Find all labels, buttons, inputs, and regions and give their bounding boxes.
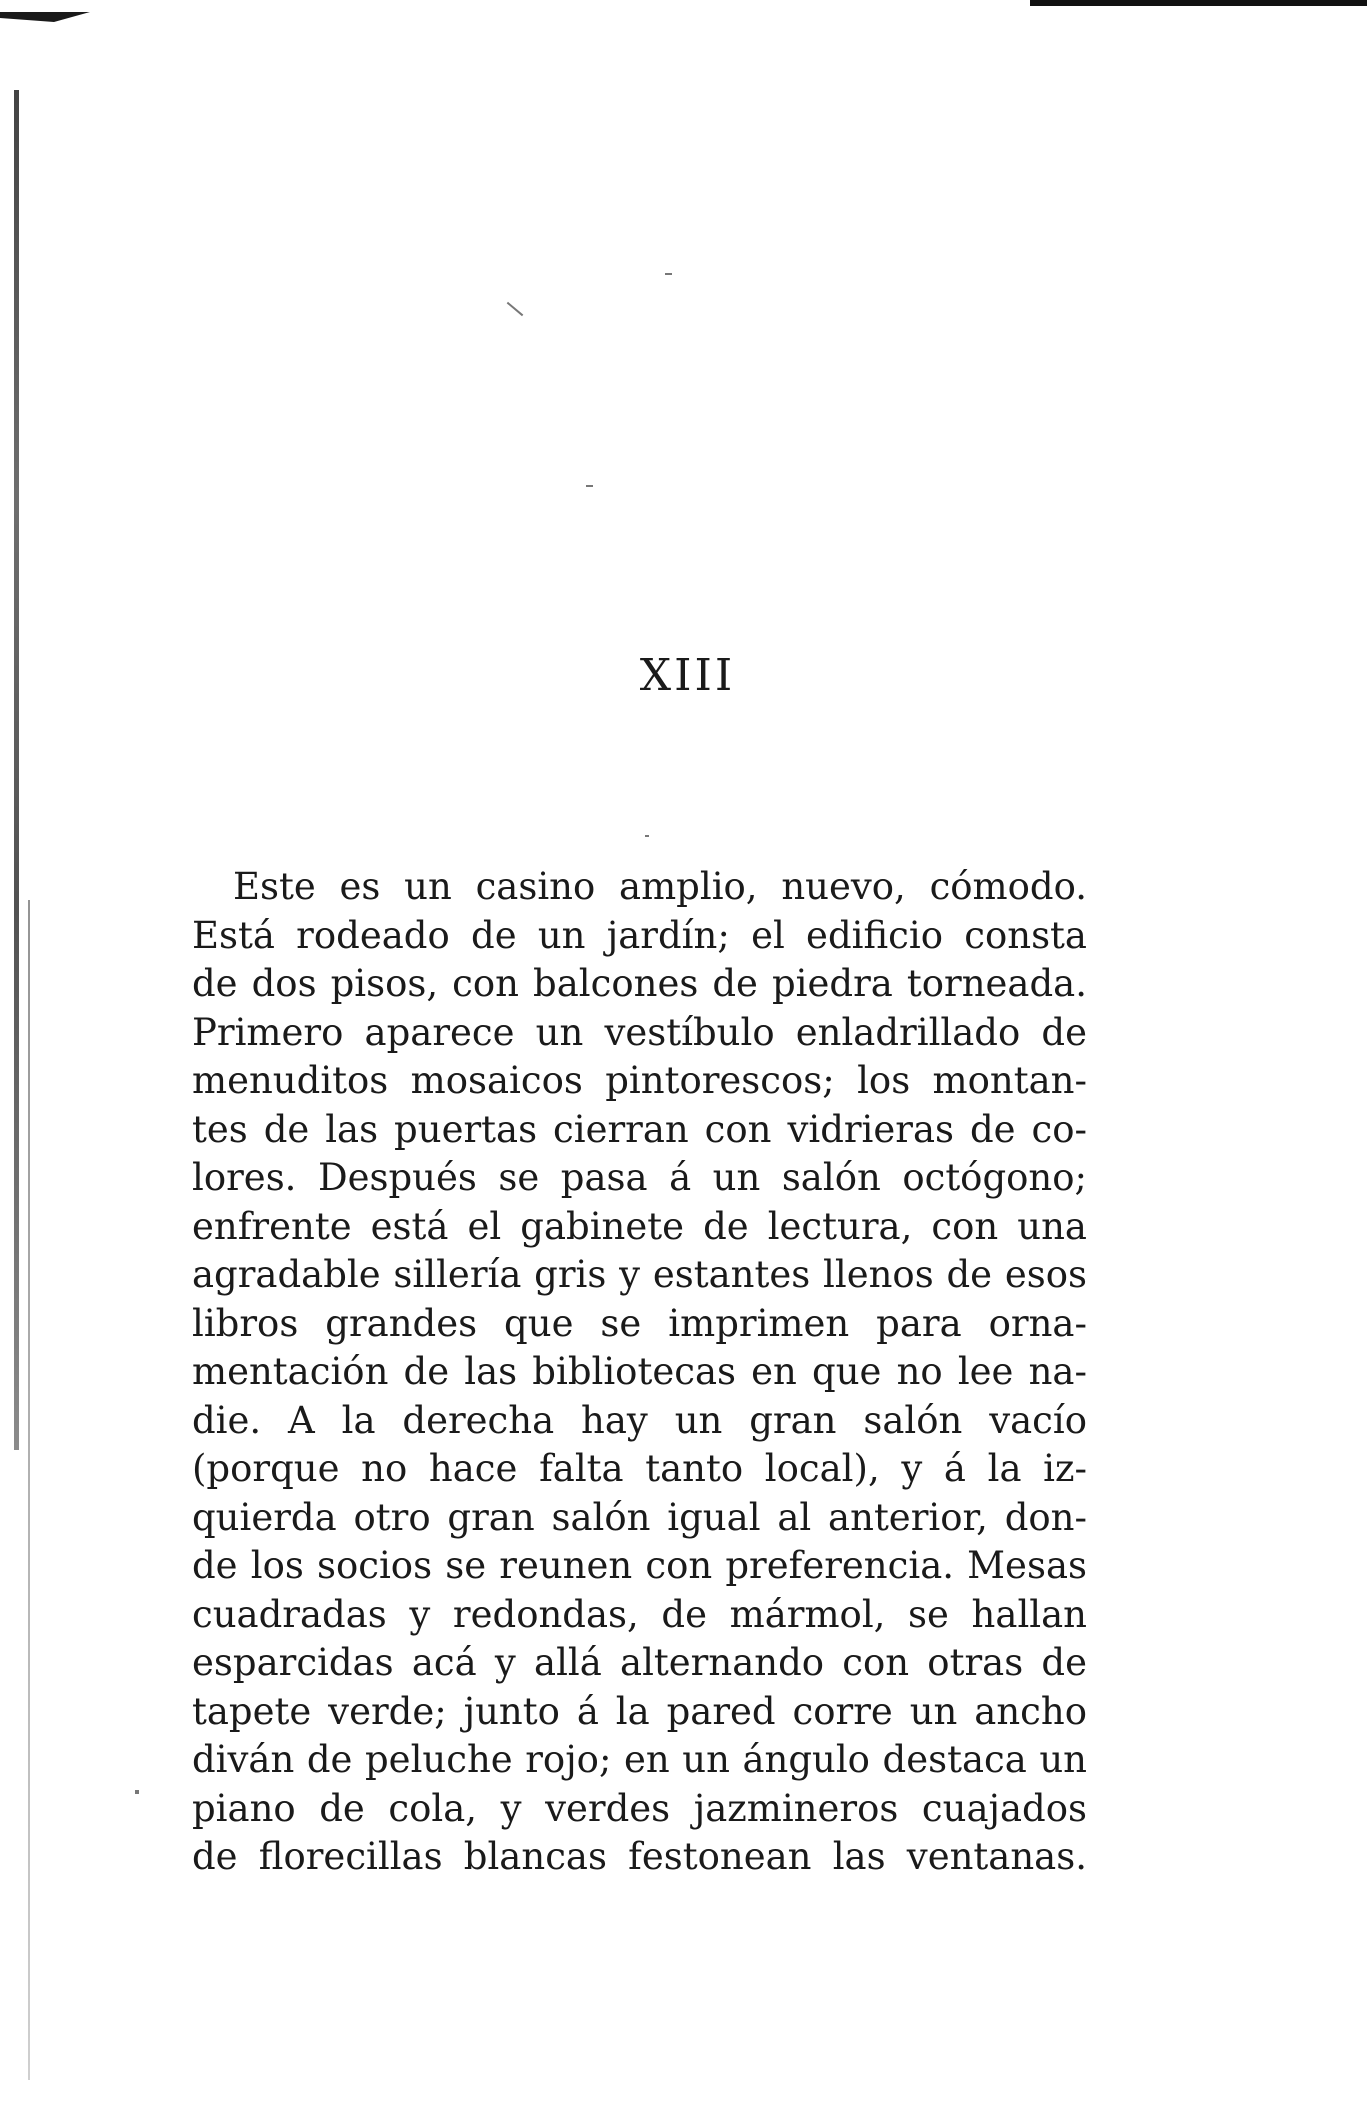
- text-line: lores. Después se pasa á un salón octógono;: [192, 1156, 1087, 1199]
- text-line: enfrente está el gabinete de lectura, con una: [192, 1204, 1087, 1248]
- text-line: die. A la derecha hay un gran salón vacío: [192, 1398, 1087, 1442]
- text-line: cuadradas y redondas, de mármol, se hallan: [192, 1592, 1087, 1636]
- scan-binding-edge-lower: [28, 900, 30, 2080]
- text-line: mentación de las bibliotecas en que no lee na-: [192, 1350, 1087, 1393]
- scan-speck: [507, 302, 524, 316]
- text-line: diván de peluche rojo; en un ángulo destaca un: [192, 1738, 1087, 1781]
- text-line: Está rodeado de un jardín; el edificio consta: [192, 913, 1087, 957]
- text-line: quierda otro gran salón igual al anterior, don-: [192, 1495, 1087, 1539]
- text-line: de florecillas blancas festonean las ventanas.: [192, 1835, 1087, 1878]
- text-line: menuditos mosaicos pintorescos; los montan-: [192, 1059, 1087, 1102]
- text-line: Primero aparece un vestíbulo enladrillado de: [192, 1010, 1087, 1054]
- text-line: libros grandes que se imprimen para orna-: [192, 1301, 1087, 1345]
- scan-speck: [665, 273, 672, 275]
- text-line: (porque no hace falta tanto local), y á la iz-: [192, 1447, 1087, 1490]
- text-line: Este es un casino amplio, nuevo, cómodo.: [233, 865, 1087, 908]
- text-line: tes de las puertas cierran con vidrieras de co-: [192, 1107, 1087, 1151]
- text-line: de los socios se reunen con preferencia. Mesas: [192, 1544, 1087, 1587]
- text-line: tapete verde; junto á la pared corre un ancho: [192, 1689, 1087, 1733]
- text-line: esparcidas acá y allá alternando con otras de: [192, 1641, 1087, 1684]
- scan-artifact-top-left: [0, 12, 90, 22]
- text-line: piano de cola, y verdes jazmineros cuajados: [192, 1786, 1087, 1830]
- chapter-numeral: XIII: [639, 650, 736, 701]
- text-line: agradable sillería gris y estantes llenos de esos: [192, 1253, 1087, 1296]
- scan-speck: [586, 485, 593, 487]
- scan-speck: [135, 1790, 139, 1794]
- scan-speck: [645, 835, 649, 837]
- body-paragraph: [192, 863, 1087, 1882]
- text-line: de dos pisos, con balcones de piedra torneada.: [192, 962, 1087, 1005]
- scan-artifact-top-rule: [1030, 0, 1367, 6]
- scan-binding-edge: [14, 90, 19, 1450]
